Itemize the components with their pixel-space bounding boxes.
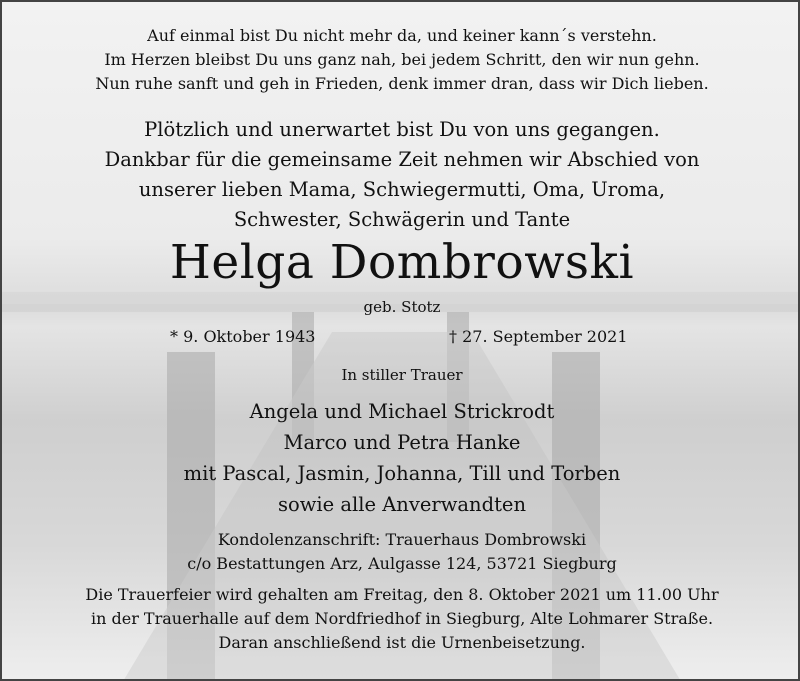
poem-line: Nun ruhe sanft und geh in Frieden, denk immer dran, dass wir Dich lieben.	[95, 74, 709, 93]
mourner-line: sowie alle Anverwandten	[277, 493, 527, 516]
death-date: † 27. September 2021	[449, 327, 628, 346]
service-line: in der Trauerhalle auf dem Nordfriedhof in Siegburg, Alte Lohmarer Straße.	[90, 609, 714, 628]
intro-line: Plötzlich und unerwartet bist Du von uns gegangen.	[144, 118, 660, 141]
intro-line: unserer lieben Mama, Schwiegermutti, Oma, Uroma,	[138, 178, 666, 201]
condolence-address	[2, 528, 800, 576]
mourners-list	[2, 396, 800, 520]
mourner-line: Angela und Michael Strickrodt	[249, 400, 555, 423]
poem-line: Auf einmal bist Du nicht mehr da, und keiner kann´s verstehn.	[147, 26, 657, 45]
address-line: Kondolenzanschrift: Trauerhaus Dombrowski	[217, 530, 587, 549]
intro-line: Schwester, Schwägerin und Tante	[233, 208, 571, 231]
mourner-line: mit Pascal, Jasmin, Johanna, Till und Torben	[183, 462, 621, 485]
poem	[2, 24, 800, 96]
poem-line: Im Herzen bleibst Du uns ganz nah, bei jedem Schritt, den wir nun gehn.	[104, 50, 700, 69]
maiden-name: geb. Stotz	[363, 298, 441, 316]
service-line: Die Trauerfeier wird gehalten am Freitag, den 8. Oktober 2021 um 11.00 Uhr	[85, 585, 719, 604]
life-dates	[2, 325, 800, 349]
mourning-label: In stiller Trauer	[341, 366, 463, 384]
deceased-name: Helga Dombrowski	[169, 235, 635, 290]
address-line: c/o Bestattungen Arz, Aulgasse 124, 53721 Siegburg	[187, 554, 617, 573]
mourner-line: Marco und Petra Hanke	[283, 431, 521, 454]
service-line: Daran anschließend ist die Urnenbeisetzung.	[218, 633, 586, 652]
birth-date: * 9. Oktober 1943	[170, 327, 316, 346]
intro-text	[2, 115, 800, 235]
intro-line: Dankbar für die gemeinsame Zeit nehmen wir Abschied von	[104, 148, 700, 171]
funeral-service-info	[2, 583, 800, 655]
